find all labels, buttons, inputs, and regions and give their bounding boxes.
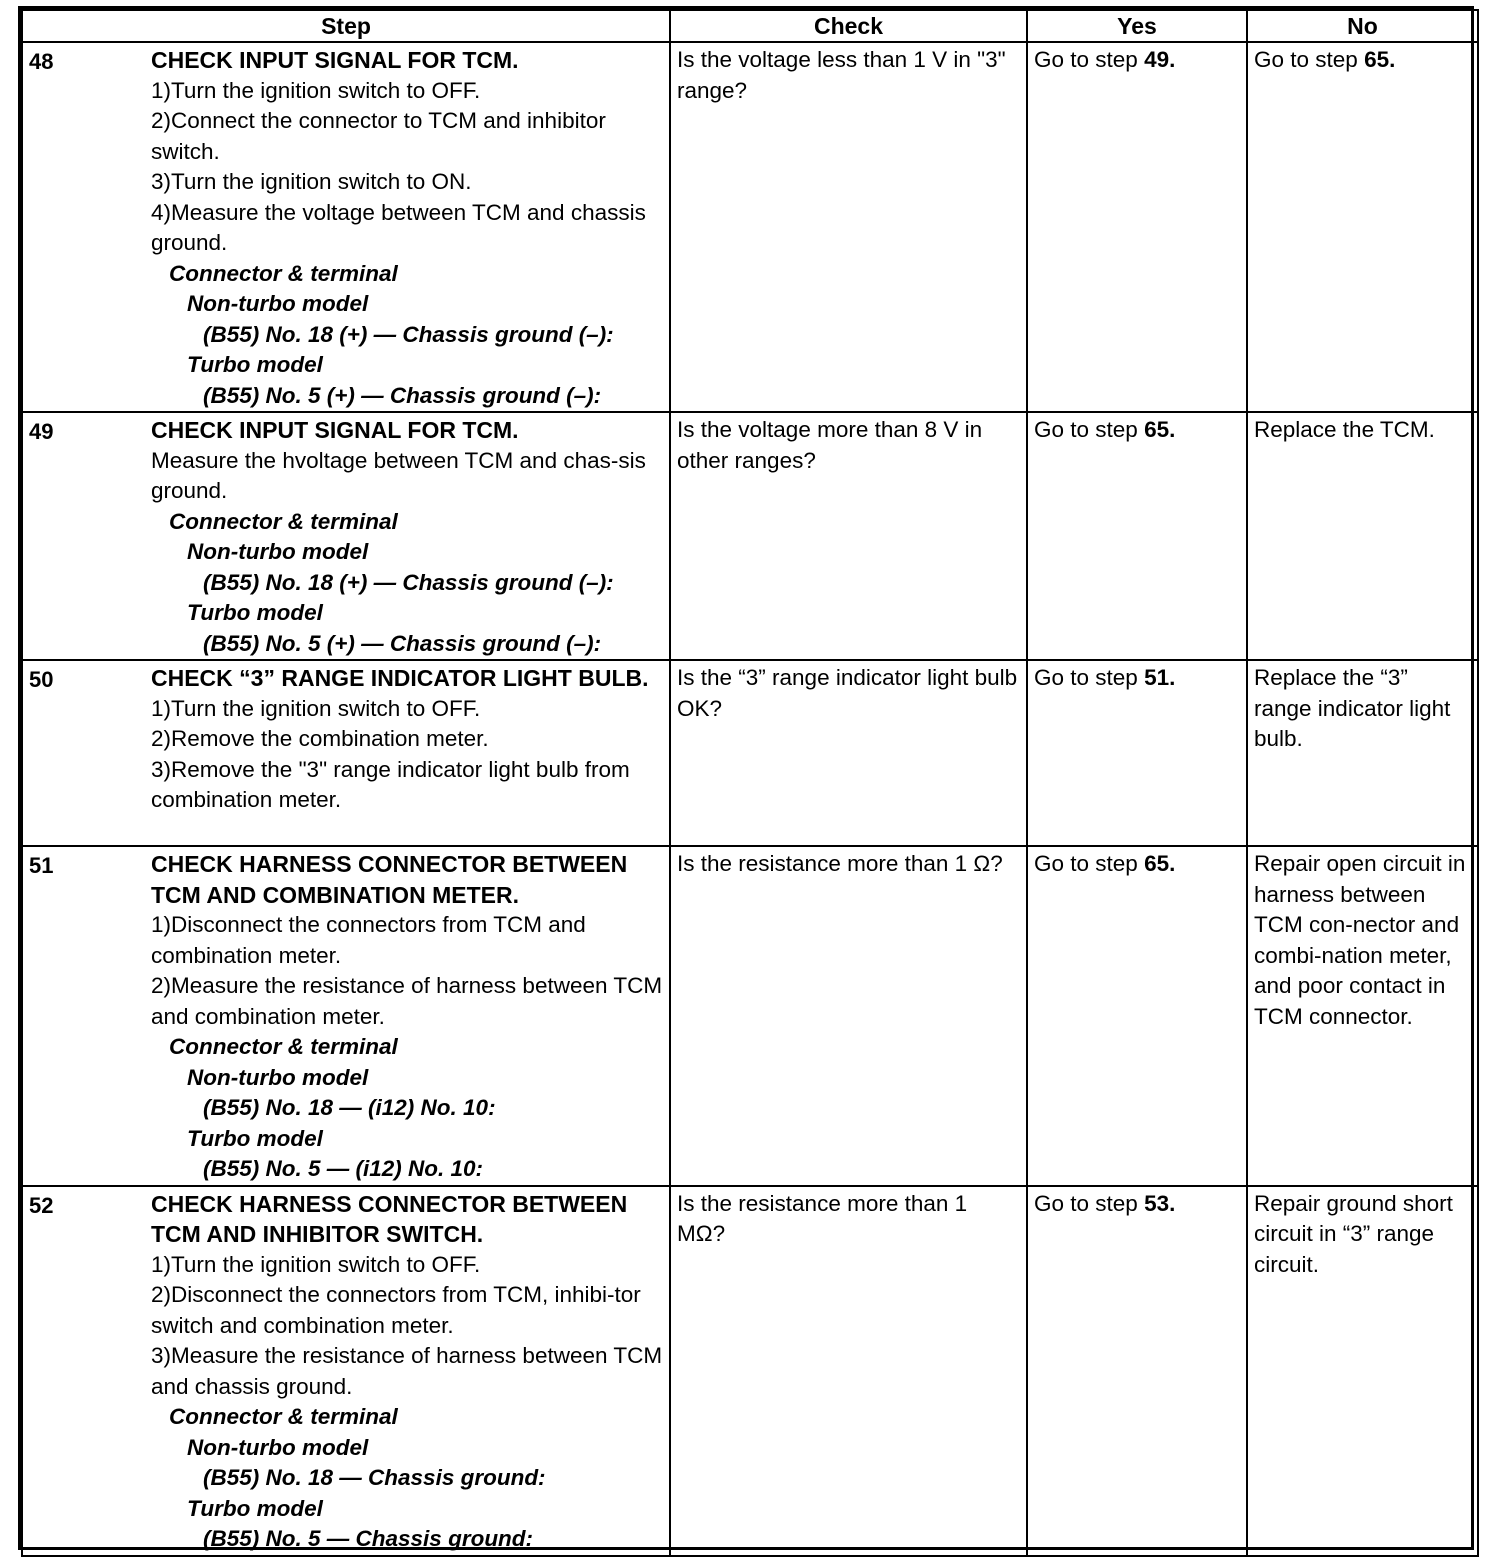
turbo-terminal: (B55) No. 5 — (i12) No. 10: [203, 1156, 484, 1181]
check-text: Is the resistance more than 1 Ω? [677, 851, 1003, 876]
step-line: Measure the hvoltage between TCM and chas-sis ground. [151, 447, 646, 503]
yes-cell: Go to step 65. [1034, 417, 1176, 442]
connector-terminal-label: Connector & terminal [169, 260, 398, 286]
step-line: 4)Measure the voltage between TCM and chassis ground. [151, 199, 646, 255]
step-number: 48 [29, 49, 54, 74]
no-cell: Go to step 65. [1254, 47, 1396, 72]
nonturbo-label: Non-turbo model [187, 1434, 369, 1460]
connector-terminal-label: Connector & terminal [169, 1404, 398, 1429]
table-row [22, 1186, 1478, 1556]
check-text: Is the voltage less than 1 V in "3" range? [677, 47, 1006, 103]
turbo-label: Turbo model [187, 1125, 323, 1151]
turbo-label: Turbo model [187, 600, 323, 625]
turbo-label: Turbo model [187, 1495, 323, 1521]
turbo-terminal: (B55) No. 5 — Chassis ground: [203, 1526, 534, 1551]
step-line: 2)Measure the resistance of harness between TCM and combination meter. [151, 973, 663, 1029]
step-number: 52 [29, 1192, 54, 1218]
step-line: 2)Connect the connector to TCM and inhibitor switch. [151, 108, 606, 164]
step-number: 51 [29, 853, 54, 878]
connector-terminal-label: Connector & terminal [169, 508, 398, 534]
nonturbo-terminal: (B55) No. 18 — (i12) No. 10: [203, 1095, 496, 1120]
step-line: 1)Turn the ignition switch to OFF. [151, 77, 481, 103]
yes-step-ref: 65. [1144, 417, 1176, 442]
nonturbo-terminal: (B55) No. 18 (+) — Chassis ground (–): [203, 569, 614, 595]
no-text: Repair open circuit in harness between TCM con-nector and combi-nation meter, and poor contact in TCM connector. [1254, 851, 1466, 1029]
nonturbo-terminal: (B55) No. 18 — Chassis ground: [203, 1465, 546, 1490]
check-text: Is the voltage more than 8 V in other ranges? [677, 417, 983, 473]
yes-step-ref: 51. [1144, 665, 1176, 690]
table-row [22, 846, 1478, 1186]
header-yes: Yes [1027, 10, 1247, 42]
table-row [22, 42, 1478, 412]
step-title: CHECK HARNESS CONNECTOR BETWEEN TCM AND INHIBITOR SWITCH. [151, 1190, 628, 1247]
step-title: CHECK INPUT SIGNAL FOR TCM. [151, 47, 519, 73]
step-line: 1)Turn the ignition switch to OFF. [151, 695, 481, 721]
yes-cell: Go to step 65. [1034, 851, 1176, 876]
connector-terminal-label: Connector & terminal [169, 1034, 398, 1059]
header-step: Step [22, 10, 670, 42]
yes-step-ref: 49. [1144, 47, 1176, 72]
table-row [22, 660, 1478, 846]
no-step-ref: 65. [1364, 47, 1396, 72]
yes-step-ref: 53. [1144, 1190, 1176, 1216]
step-line: 2)Disconnect the connectors from TCM, inhibi-tor switch and combination meter. [151, 1282, 641, 1338]
diagnostic-table-frame [18, 6, 1474, 1550]
step-line: 1)Disconnect the connectors from TCM and combination meter. [151, 912, 586, 968]
step-line: 3)Remove the "3" range indicator light bulb from combination meter. [151, 756, 630, 812]
yes-step-ref: 65. [1144, 851, 1176, 876]
no-text: Replace the “3” range indicator light bulb. [1254, 665, 1451, 751]
yes-cell: Go to step 49. [1034, 47, 1176, 72]
yes-cell: Go to step 51. [1034, 665, 1176, 690]
header-row [22, 10, 1478, 42]
nonturbo-label: Non-turbo model [187, 291, 369, 316]
table-row [22, 412, 1478, 660]
header-check: Check [670, 10, 1027, 42]
nonturbo-terminal: (B55) No. 18 (+) — Chassis ground (–): [203, 321, 614, 347]
step-line: 3)Turn the ignition switch to ON. [151, 169, 472, 194]
step-number: 50 [29, 667, 54, 692]
turbo-terminal: (B55) No. 5 (+) — Chassis ground (–): [203, 630, 602, 656]
yes-cell: Go to step 53. [1034, 1190, 1176, 1216]
step-number: 49 [29, 419, 54, 444]
diagnostic-table [21, 9, 1479, 1557]
step-title: CHECK “3” RANGE INDICATOR LIGHT BULB. [151, 665, 649, 691]
step-line: 1)Turn the ignition switch to OFF. [151, 1251, 481, 1277]
header-no: No [1247, 10, 1478, 42]
step-title: CHECK HARNESS CONNECTOR BETWEEN TCM AND COMBINATION METER. [151, 851, 628, 908]
no-text: Replace the TCM. [1254, 417, 1435, 442]
nonturbo-label: Non-turbo model [187, 1064, 369, 1090]
step-line: 3)Measure the resistance of harness between TCM and chassis ground. [151, 1343, 663, 1399]
check-text: Is the “3” range indicator light bulb OK? [677, 665, 1018, 721]
no-text: Repair ground short circuit in “3” range circuit. [1254, 1190, 1453, 1277]
turbo-terminal: (B55) No. 5 (+) — Chassis ground (–): [203, 382, 602, 408]
nonturbo-label: Non-turbo model [187, 539, 369, 564]
step-title: CHECK INPUT SIGNAL FOR TCM. [151, 417, 519, 443]
check-text: Is the resistance more than 1 MΩ? [677, 1190, 968, 1246]
turbo-label: Turbo model [187, 352, 323, 377]
step-line: 2)Remove the combination meter. [151, 726, 489, 751]
